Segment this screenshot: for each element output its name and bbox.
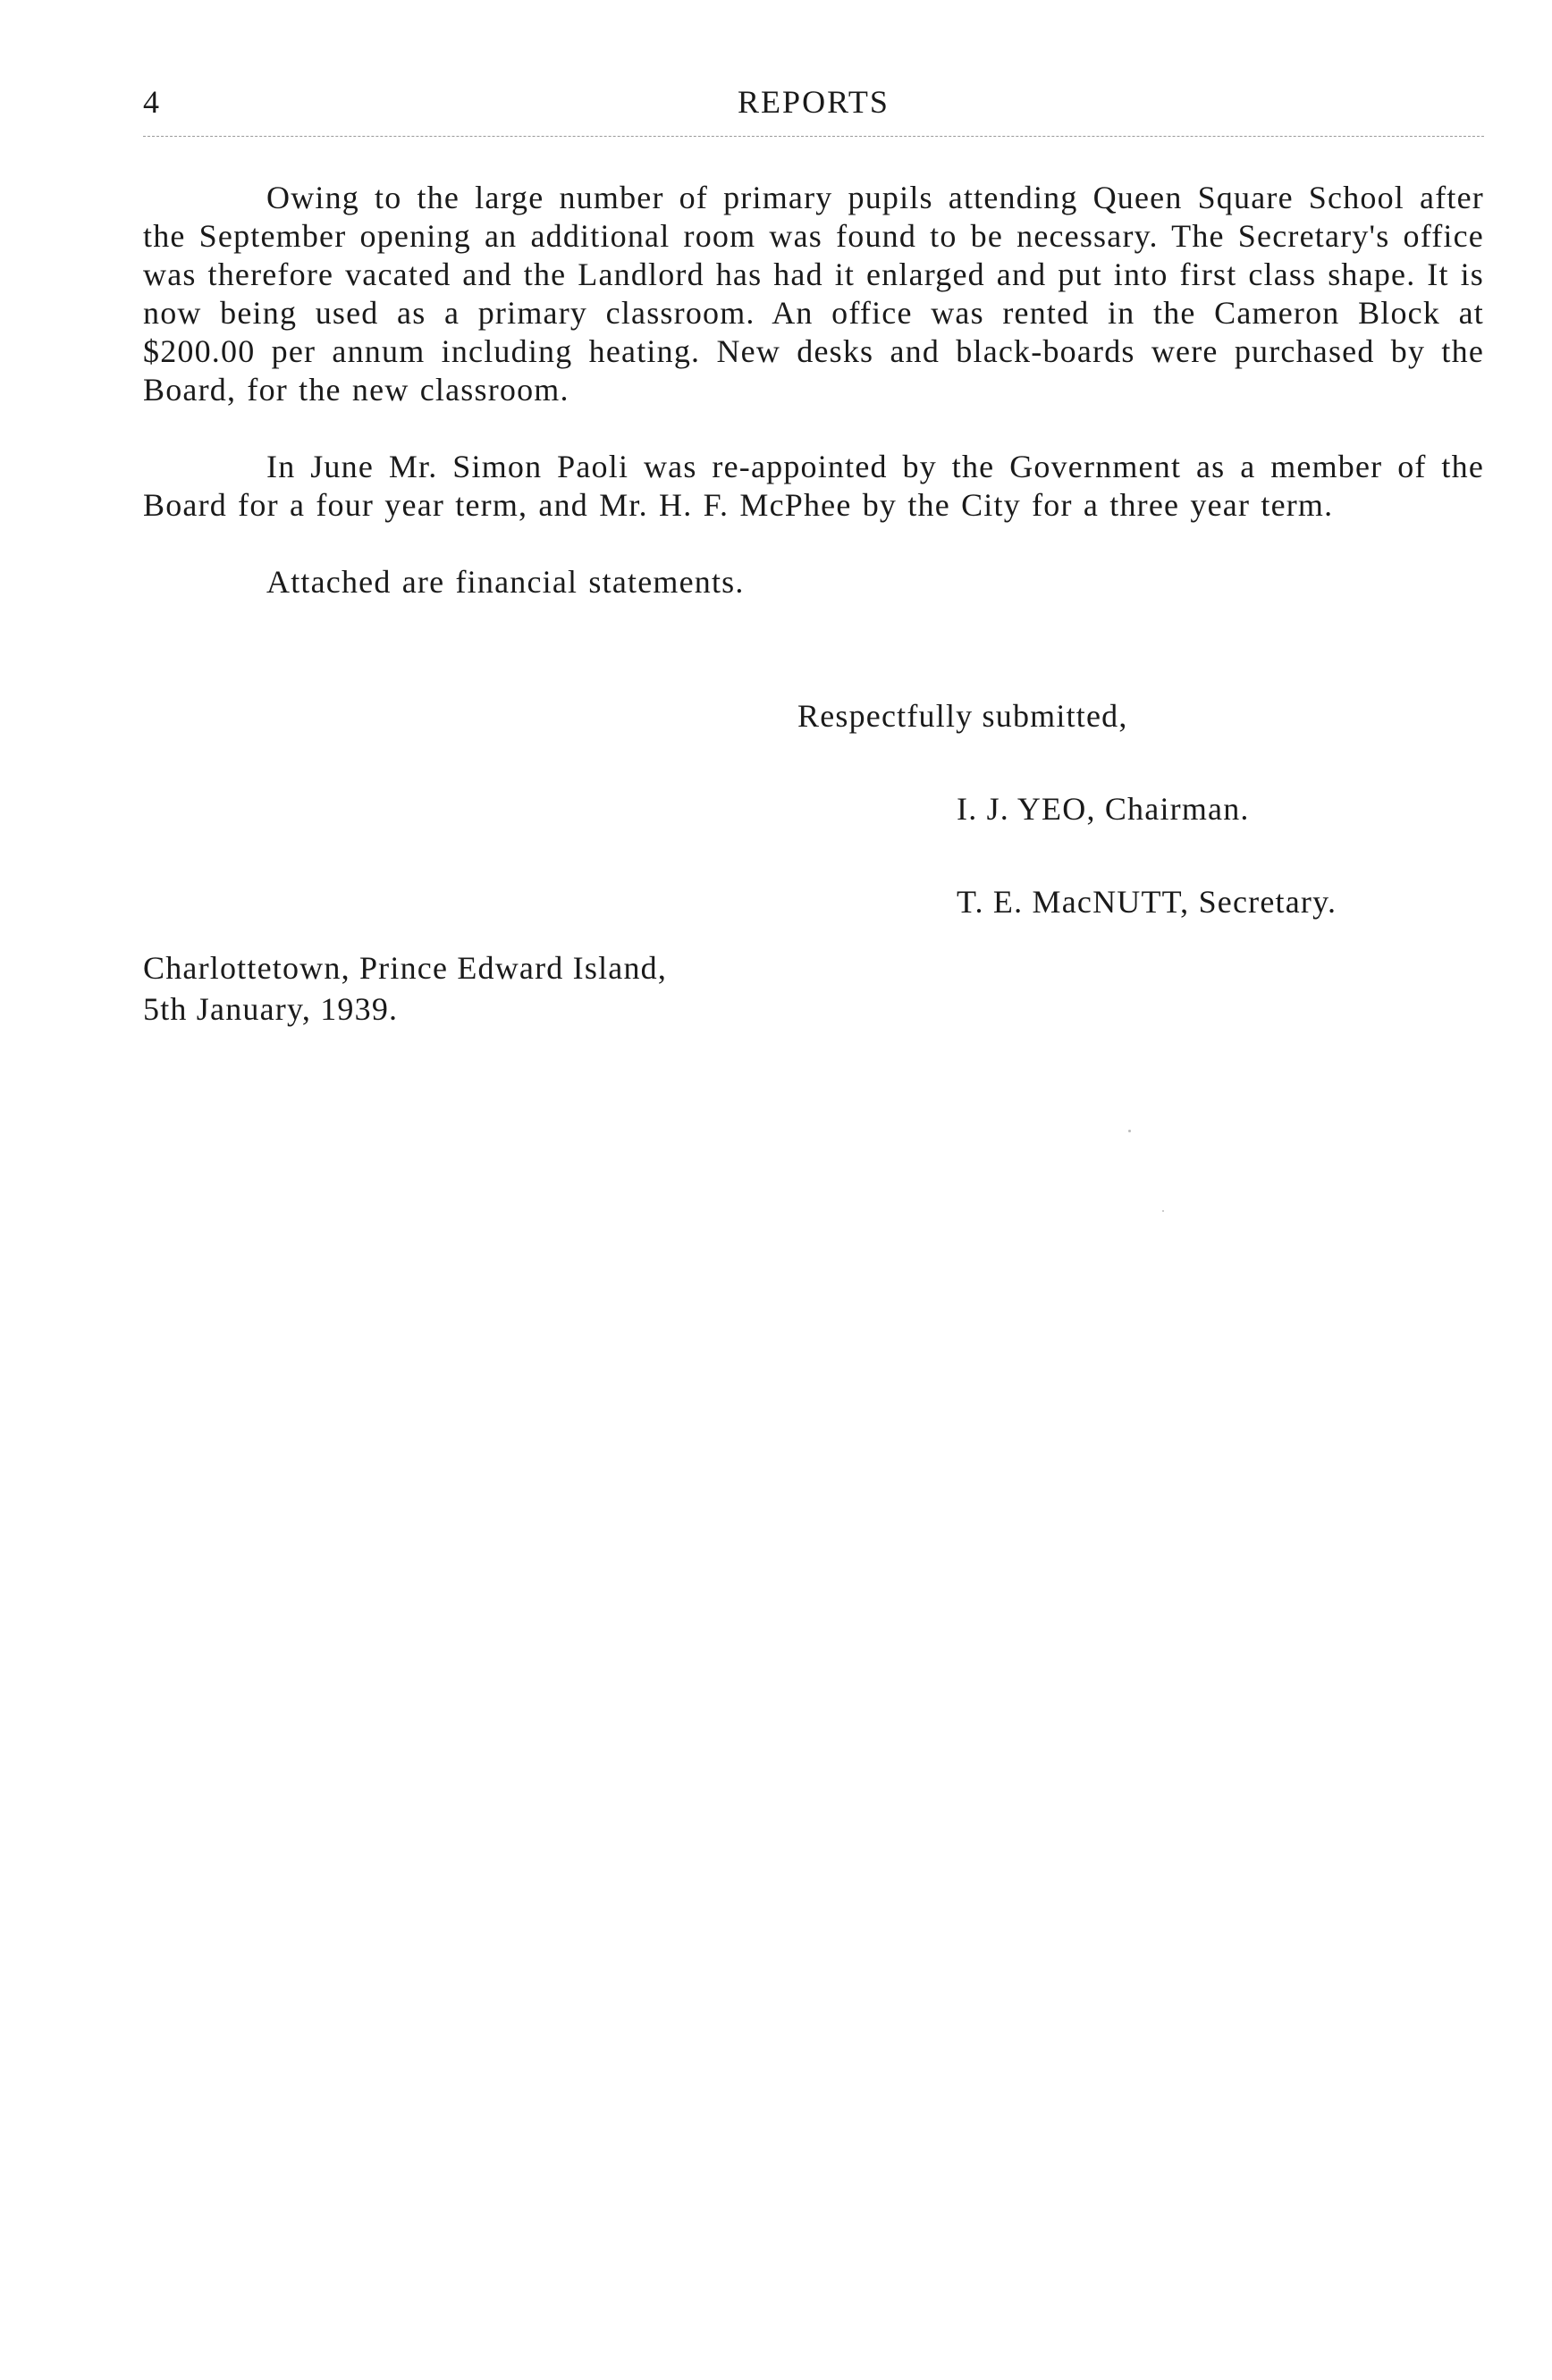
page-number: 4 bbox=[143, 84, 159, 120]
running-head: REPORTS bbox=[738, 84, 890, 120]
date-line: 5th January, 1939. bbox=[143, 991, 399, 1027]
paper-speck bbox=[1128, 1130, 1131, 1132]
paper-speck bbox=[1162, 1210, 1164, 1212]
place-line: Charlottetown, Prince Edward Island, bbox=[143, 950, 668, 986]
paragraph-attachments: Attached are financial statements. bbox=[266, 564, 745, 600]
chairman-signature: I. J. YEO, Chairman. bbox=[957, 791, 1250, 827]
paragraph-office-relocation: Owing to the large number of primary pupils attending Queen Square School after the September opening an additional room was found to be necessary. The Secretary's office was therefore vacated and the Landlord has had it enlarged and put into first class shape. It is now being used as a primary classroom. An office was rented in the Cameron Block at $200.00 per annum including heating. New desks and black-boards were purchased by the Board, for the new classroom. bbox=[143, 180, 1484, 408]
header-rule bbox=[143, 136, 1484, 137]
page-header bbox=[143, 82, 1484, 127]
report-body bbox=[143, 179, 1484, 640]
secretary-signature: T. E. MacNUTT, Secretary. bbox=[957, 884, 1337, 920]
place-and-date bbox=[143, 947, 667, 1030]
closing-line: Respectfully submitted, bbox=[797, 698, 1128, 734]
paragraph-board-appointments: In June Mr. Simon Paoli was re-appointed by the Government as a member of the Board for a four year term, and Mr. H. F. McPhee by the City for a three year term. bbox=[143, 449, 1484, 523]
